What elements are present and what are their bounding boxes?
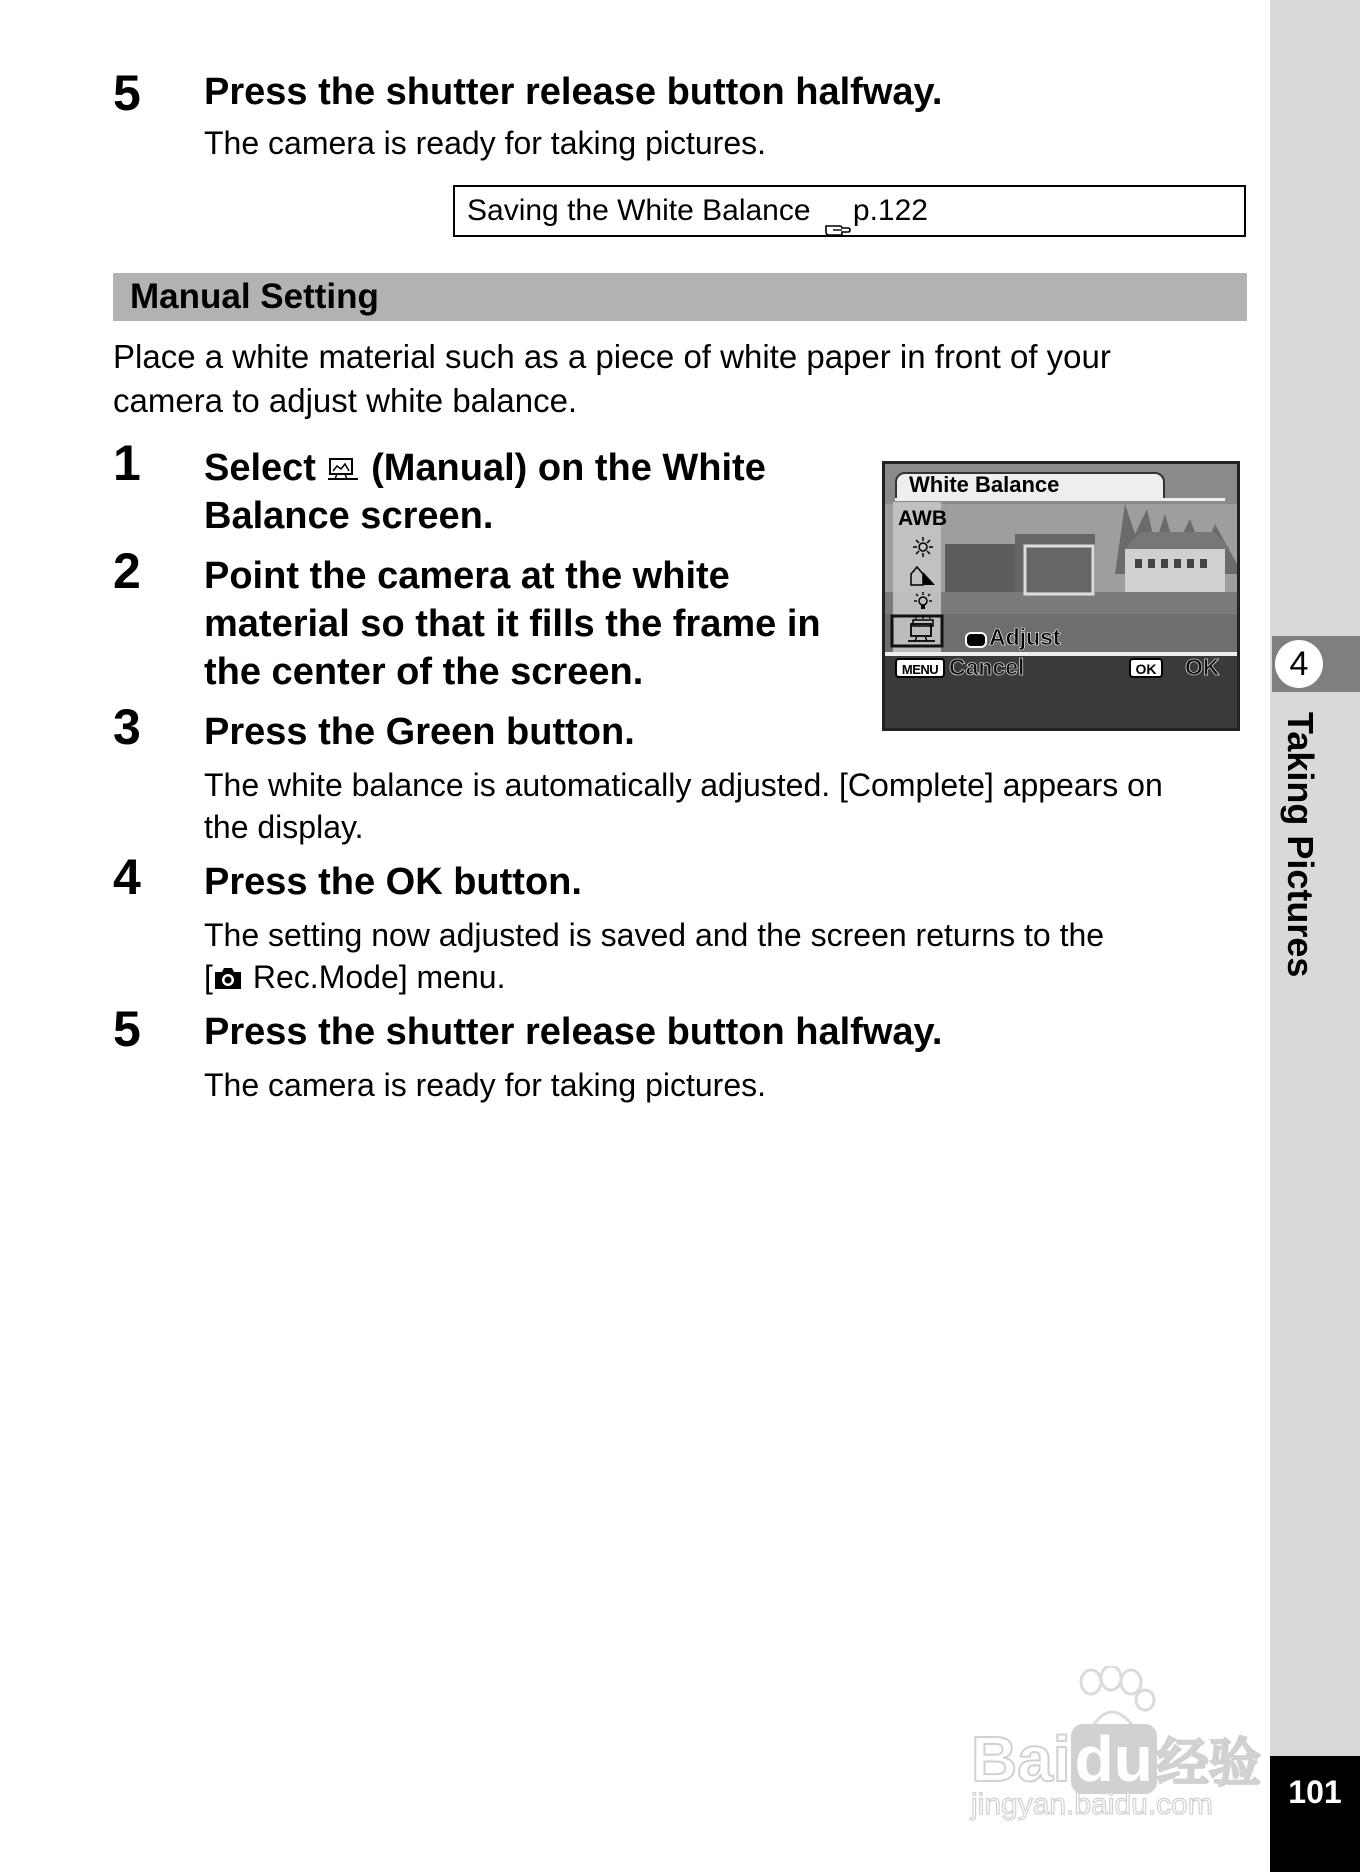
step-body: The white balance is automatically adjusted. [Complete] appears on [204, 767, 1163, 803]
step-heading-cont: the center of the screen. [204, 651, 644, 693]
step-body: The camera is ready for taking pictures. [204, 1067, 767, 1103]
step-body-cont: [ Rec.Mode] menu. [204, 959, 506, 995]
step-heading: Press the shutter release button halfway. [204, 1011, 943, 1053]
step-body: The setting now adjusted is saved and the screen returns to the [204, 917, 1105, 953]
menu-key-icon: MENU [895, 658, 945, 678]
step-heading: Point the camera at the white [204, 555, 730, 597]
watermark-url: jingyan.baidu.com [971, 1788, 1213, 1821]
ok-key-icon: OK [1129, 658, 1163, 678]
step-number: 4 [113, 849, 141, 905]
manual-wb-screen-icon [907, 622, 937, 644]
intro-line-1: Place a white material such as a piece of white paper in front of your [113, 338, 1111, 375]
watermark-brand: Bai [971, 1723, 1071, 1795]
tungsten-icon [912, 592, 934, 614]
page-number: 101 [1270, 1756, 1360, 1872]
baidu-watermark [965, 1666, 1275, 1826]
cancel-label: Cancel [949, 654, 1025, 680]
screen-title: White Balance [909, 472, 1060, 497]
reference-text: Saving the White Balance [467, 194, 811, 227]
reference-page: p.122 [852, 194, 928, 227]
scene-photo [885, 464, 1237, 728]
intro-line-2: camera to adjust white balance. [113, 382, 578, 419]
step-number: 5 [113, 1001, 141, 1057]
step-heading: Press the shutter release button halfway. [204, 71, 943, 113]
step-number: 1 [113, 435, 141, 491]
shade-icon [909, 564, 937, 586]
green-button-icon [965, 632, 987, 648]
camera-screen [882, 461, 1240, 731]
adjust-label: Adjust [989, 624, 1061, 650]
ok-label: OK [1185, 654, 1220, 680]
chapter-number: 4 [1275, 640, 1323, 688]
step-heading: Press the Green button. [204, 711, 635, 753]
step-number: 2 [113, 543, 141, 599]
manual-wb-icon [327, 447, 361, 473]
camera-icon [213, 959, 243, 985]
section-title: Manual Setting [113, 273, 1247, 321]
step-heading-cont: Balance screen. [204, 495, 494, 537]
watermark-cn: 经验 [1156, 1735, 1261, 1793]
step-body: The camera is ready for taking pictures. [204, 125, 767, 161]
step-body-cont: the display. [204, 809, 364, 845]
step-heading: Press the OK button. [204, 861, 582, 903]
awb-icon: AWB [898, 507, 947, 530]
step-heading: Select (Manual) on the White [204, 447, 766, 489]
pointing-hand-icon [825, 204, 851, 220]
step-heading-cont: material so that it fills the frame in [204, 603, 821, 645]
watermark-brand-du: du [1071, 1724, 1157, 1794]
step-number: 3 [113, 699, 141, 755]
chapter-title: Taking Pictures [1280, 712, 1321, 978]
step-number: 5 [113, 65, 141, 121]
daylight-icon [912, 536, 934, 558]
reference-box [453, 185, 1246, 237]
